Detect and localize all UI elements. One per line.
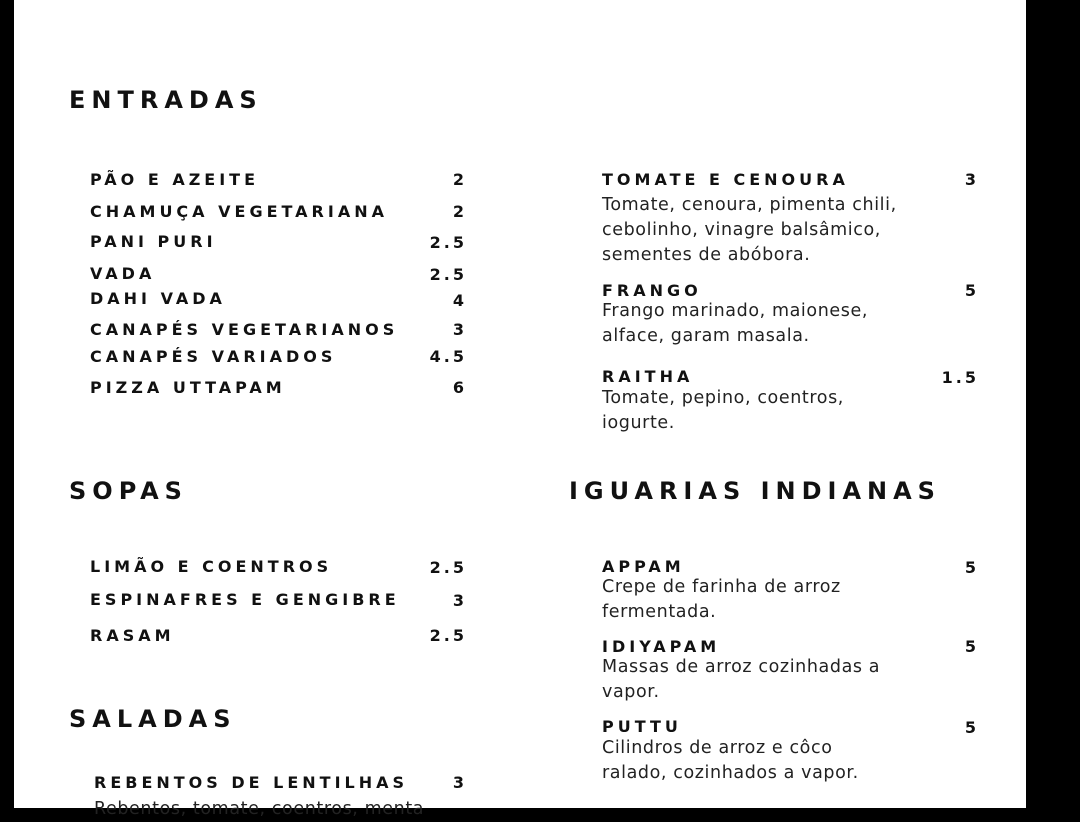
section-title-saladas: SALADAS bbox=[69, 705, 237, 733]
menu-item-price: 4 bbox=[452, 291, 467, 310]
menu-item-name: REBENTOS DE LENTILHAS bbox=[94, 773, 409, 792]
menu-item-description: Frango marinado, maionese, alface, garam masala. bbox=[602, 301, 869, 346]
menu-item-price: 5 bbox=[964, 281, 979, 300]
menu-item-name: ESPINAFRES E GENGIBRE bbox=[90, 590, 400, 609]
section-title-entradas: ENTRADAS bbox=[69, 86, 263, 114]
menu-item-price: 6 bbox=[452, 378, 467, 397]
menu-item-price: 5 bbox=[964, 718, 979, 737]
menu-page bbox=[14, 0, 1026, 819]
menu-item-name: RASAM bbox=[90, 626, 175, 645]
section-title-sopas: SOPAS bbox=[69, 477, 188, 505]
menu-item-price: 3 bbox=[452, 320, 467, 339]
menu-item-price: 2.5 bbox=[429, 558, 467, 577]
menu-item-description: Cilindros de arroz e côco ralado, cozinhados a vapor. bbox=[602, 738, 859, 783]
menu-item-price: 3 bbox=[452, 773, 467, 792]
section-title-iguarias-indianas: IGUARIAS INDIANAS bbox=[569, 477, 941, 505]
menu-item-price: 2 bbox=[452, 202, 467, 221]
menu-item-name: CANAPÉS VEGETARIANOS bbox=[90, 320, 399, 339]
menu-item-price: 5 bbox=[964, 558, 979, 577]
menu-item-price: 4.5 bbox=[429, 347, 467, 366]
menu-item-name: APPAM bbox=[602, 557, 685, 576]
menu-item-name: FRANGO bbox=[602, 281, 702, 300]
menu-item-name: VADA bbox=[90, 264, 156, 283]
menu-item-price: 2 bbox=[452, 170, 467, 189]
menu-item-name: PUTTU bbox=[602, 717, 682, 736]
menu-item-name: CHAMUÇA VEGETARIANA bbox=[90, 202, 388, 221]
menu-item-name: IDIYAPAM bbox=[602, 637, 721, 656]
menu-item-name: TOMATE E CENOURA bbox=[602, 170, 849, 189]
menu-item-name: CANAPÉS VARIADOS bbox=[90, 347, 337, 366]
menu-item-name: LIMÃO E COENTROS bbox=[90, 557, 333, 576]
menu-item-price: 3 bbox=[452, 591, 467, 610]
menu-item-price: 2.5 bbox=[429, 265, 467, 284]
menu-item-name: PANI PURI bbox=[90, 232, 217, 251]
menu-item-price: 3 bbox=[964, 170, 979, 189]
menu-item-name: DAHI VADA bbox=[90, 289, 226, 308]
menu-item-price: 2.5 bbox=[429, 626, 467, 645]
menu-item-description: Massas de arroz cozinhadas a vapor. bbox=[602, 657, 881, 702]
menu-item-description: Rebentos, tomate, coentros, menta bbox=[94, 799, 425, 819]
menu-item-price: 1.5 bbox=[941, 368, 979, 387]
menu-item-name: PÃO E AZEITE bbox=[90, 170, 260, 189]
menu-item-description: Crepe de farinha de arroz fermentada. bbox=[602, 577, 841, 622]
menu-item-description: Tomate, cenoura, pimenta chili, cebolinho, vinagre balsâmico, sementes de abóbora. bbox=[602, 195, 897, 265]
menu-item-name: RAITHA bbox=[602, 367, 694, 386]
menu-item-price: 2.5 bbox=[429, 233, 467, 252]
menu-item-description: Tomate, pepino, coentros, iogurte. bbox=[602, 388, 844, 433]
menu-item-price: 5 bbox=[964, 637, 979, 656]
menu-item-name: PIZZA UTTAPAM bbox=[90, 378, 286, 397]
